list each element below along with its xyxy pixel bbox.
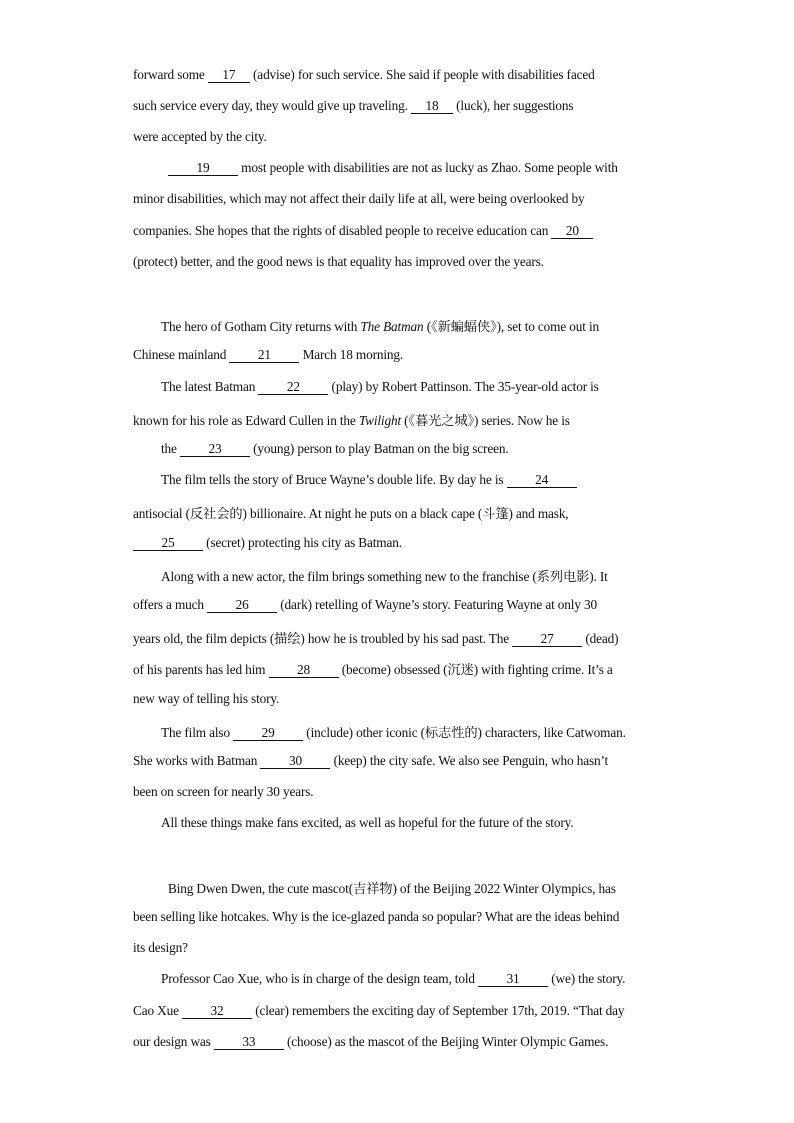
text-run: (《新蝙蝠侠》), set to come out in: [423, 319, 600, 334]
text-line: [161, 441, 509, 457]
answer-blank[interactable]: 25: [133, 536, 203, 551]
text-run: new way of telling his story.: [133, 691, 280, 706]
text-run: (keep) the city safe. We also see Penguin, who hasn’t: [330, 753, 609, 768]
text-line: [133, 909, 619, 925]
text-run: forward some: [133, 67, 208, 82]
title-italic: Twilight: [358, 413, 401, 428]
text-line: [161, 472, 577, 488]
text-run: Bing Dwen Dwen, the cute mascot(吉祥物) of the Beijing 2022 Winter Olympics, has: [168, 881, 616, 896]
answer-blank[interactable]: 27: [512, 632, 582, 647]
text-run: The film tells the story of Bruce Wayne’s double life. By day he is: [161, 472, 507, 487]
text-line: [133, 628, 618, 647]
text-line: [133, 940, 188, 956]
text-run: the: [161, 441, 180, 456]
text-run: (secret) protecting his city as Batman.: [203, 535, 402, 550]
answer-blank[interactable]: 19: [168, 161, 238, 176]
text-run: minor disabilities, which may not affect their daily life at all, were being overlooked by: [133, 191, 585, 206]
answer-blank[interactable]: 23: [180, 442, 250, 457]
text-line: [133, 503, 569, 522]
text-run: of his parents has led him: [133, 662, 269, 677]
text-run: The film also: [161, 725, 234, 740]
text-run: years old, the film depicts (描绘) how he is troubled by his sad past. The: [133, 631, 513, 646]
text-run: been selling like hotcakes. Why is the ice-glazed panda so popular? What are the ideas behind: [133, 909, 620, 924]
answer-blank[interactable]: 32: [182, 1004, 252, 1019]
answer-blank[interactable]: 17: [208, 68, 250, 83]
text-line: [133, 1003, 624, 1019]
text-line: [161, 722, 626, 741]
text-run: (protect) better, and the good news is that equality has improved over the years.: [133, 254, 544, 269]
answer-blank[interactable]: 26: [207, 598, 277, 613]
text-run: (《暮光之城》) series. Now he is: [401, 413, 570, 428]
text-run: (play) by Robert Pattinson. The 35-year-old actor is: [328, 379, 599, 394]
answer-blank[interactable]: 21: [229, 348, 299, 363]
text-line: [133, 410, 570, 429]
text-run: The hero of Gotham City returns with: [161, 319, 361, 334]
text-run: been on screen for nearly 30 years.: [133, 784, 314, 799]
text-line: [133, 254, 544, 270]
text-run: March 18 morning.: [299, 347, 404, 362]
text-run: (advise) for such service. She said if people with disabilities faced: [249, 67, 595, 82]
text-line: [133, 784, 313, 800]
text-run: (luck), her suggestions: [452, 98, 574, 113]
answer-blank[interactable]: 29: [233, 726, 303, 741]
text-run: known for his role as Edward Cullen in the: [133, 413, 359, 428]
text-run: Chinese mainland: [133, 347, 230, 362]
text-run: (clear) remembers the exciting day of September 17th, 2019. “That day: [252, 1003, 625, 1018]
text-line: [161, 379, 599, 395]
text-run: She works with Batman: [133, 753, 261, 768]
answer-blank[interactable]: 30: [260, 754, 330, 769]
text-line: [133, 1034, 608, 1050]
answer-blank[interactable]: 18: [411, 99, 453, 114]
text-run: companies. She hopes that the rights of disabled people to receive education can: [133, 223, 552, 238]
text-line: [161, 971, 625, 987]
text-run: (young) person to play Batman on the big screen.: [249, 441, 509, 456]
text-line: [133, 659, 613, 678]
title-italic: The Batman: [360, 319, 424, 334]
text-line: [168, 160, 618, 176]
answer-blank[interactable]: 31: [478, 972, 548, 987]
text-line: [133, 129, 267, 145]
text-run: such service every day, they would give up traveling.: [133, 98, 411, 113]
text-line: [133, 98, 573, 114]
text-line: [133, 223, 593, 239]
answer-blank[interactable]: 24: [507, 473, 577, 488]
answer-blank[interactable]: 28: [269, 663, 339, 678]
text-run: Along with a new actor, the film brings something new to the franchise (系列电影). It: [161, 569, 608, 584]
text-line: [133, 691, 279, 707]
answer-blank[interactable]: 20: [551, 224, 593, 239]
text-line: [161, 316, 599, 335]
text-run: Professor Cao Xue, who is in charge of the design team, told: [161, 971, 479, 986]
text-line: [133, 67, 595, 83]
text-run: All these things make fans excited, as well as hopeful for the future of the story.: [161, 815, 574, 830]
text-run: Cao Xue: [133, 1003, 183, 1018]
text-run: were accepted by the city.: [133, 129, 267, 144]
text-line: [133, 597, 597, 613]
text-run: (we) the story.: [548, 971, 626, 986]
text-run: offers a much: [133, 597, 208, 612]
text-line: [133, 191, 585, 207]
text-run: (choose) as the mascot of the Beijing Winter Olympic Games.: [283, 1034, 609, 1049]
text-run: antisocial (反社会的) billionaire. At night he puts on a black cape (斗篷) and mask,: [133, 506, 569, 521]
text-run: our design was: [133, 1034, 214, 1049]
text-line: [133, 535, 402, 551]
text-line: [161, 566, 608, 585]
text-run: The latest Batman: [161, 379, 259, 394]
text-run: (include) other iconic (标志性的) characters, like Catwoman.: [303, 725, 626, 740]
text-run: (become) obsessed (沉迷) with fighting crime. It’s a: [338, 662, 613, 677]
text-run: most people with disabilities are not as lucky as Zhao. Some people with: [238, 160, 618, 175]
text-line: [133, 347, 403, 363]
answer-blank[interactable]: 33: [214, 1035, 284, 1050]
text-run: its design?: [133, 940, 188, 955]
text-run: (dead): [582, 631, 619, 646]
text-line: [168, 878, 616, 897]
text-line: [133, 753, 608, 769]
text-line: [161, 815, 573, 831]
answer-blank[interactable]: 22: [258, 380, 328, 395]
text-run: (dark) retelling of Wayne’s story. Featuring Wayne at only 30: [277, 597, 598, 612]
